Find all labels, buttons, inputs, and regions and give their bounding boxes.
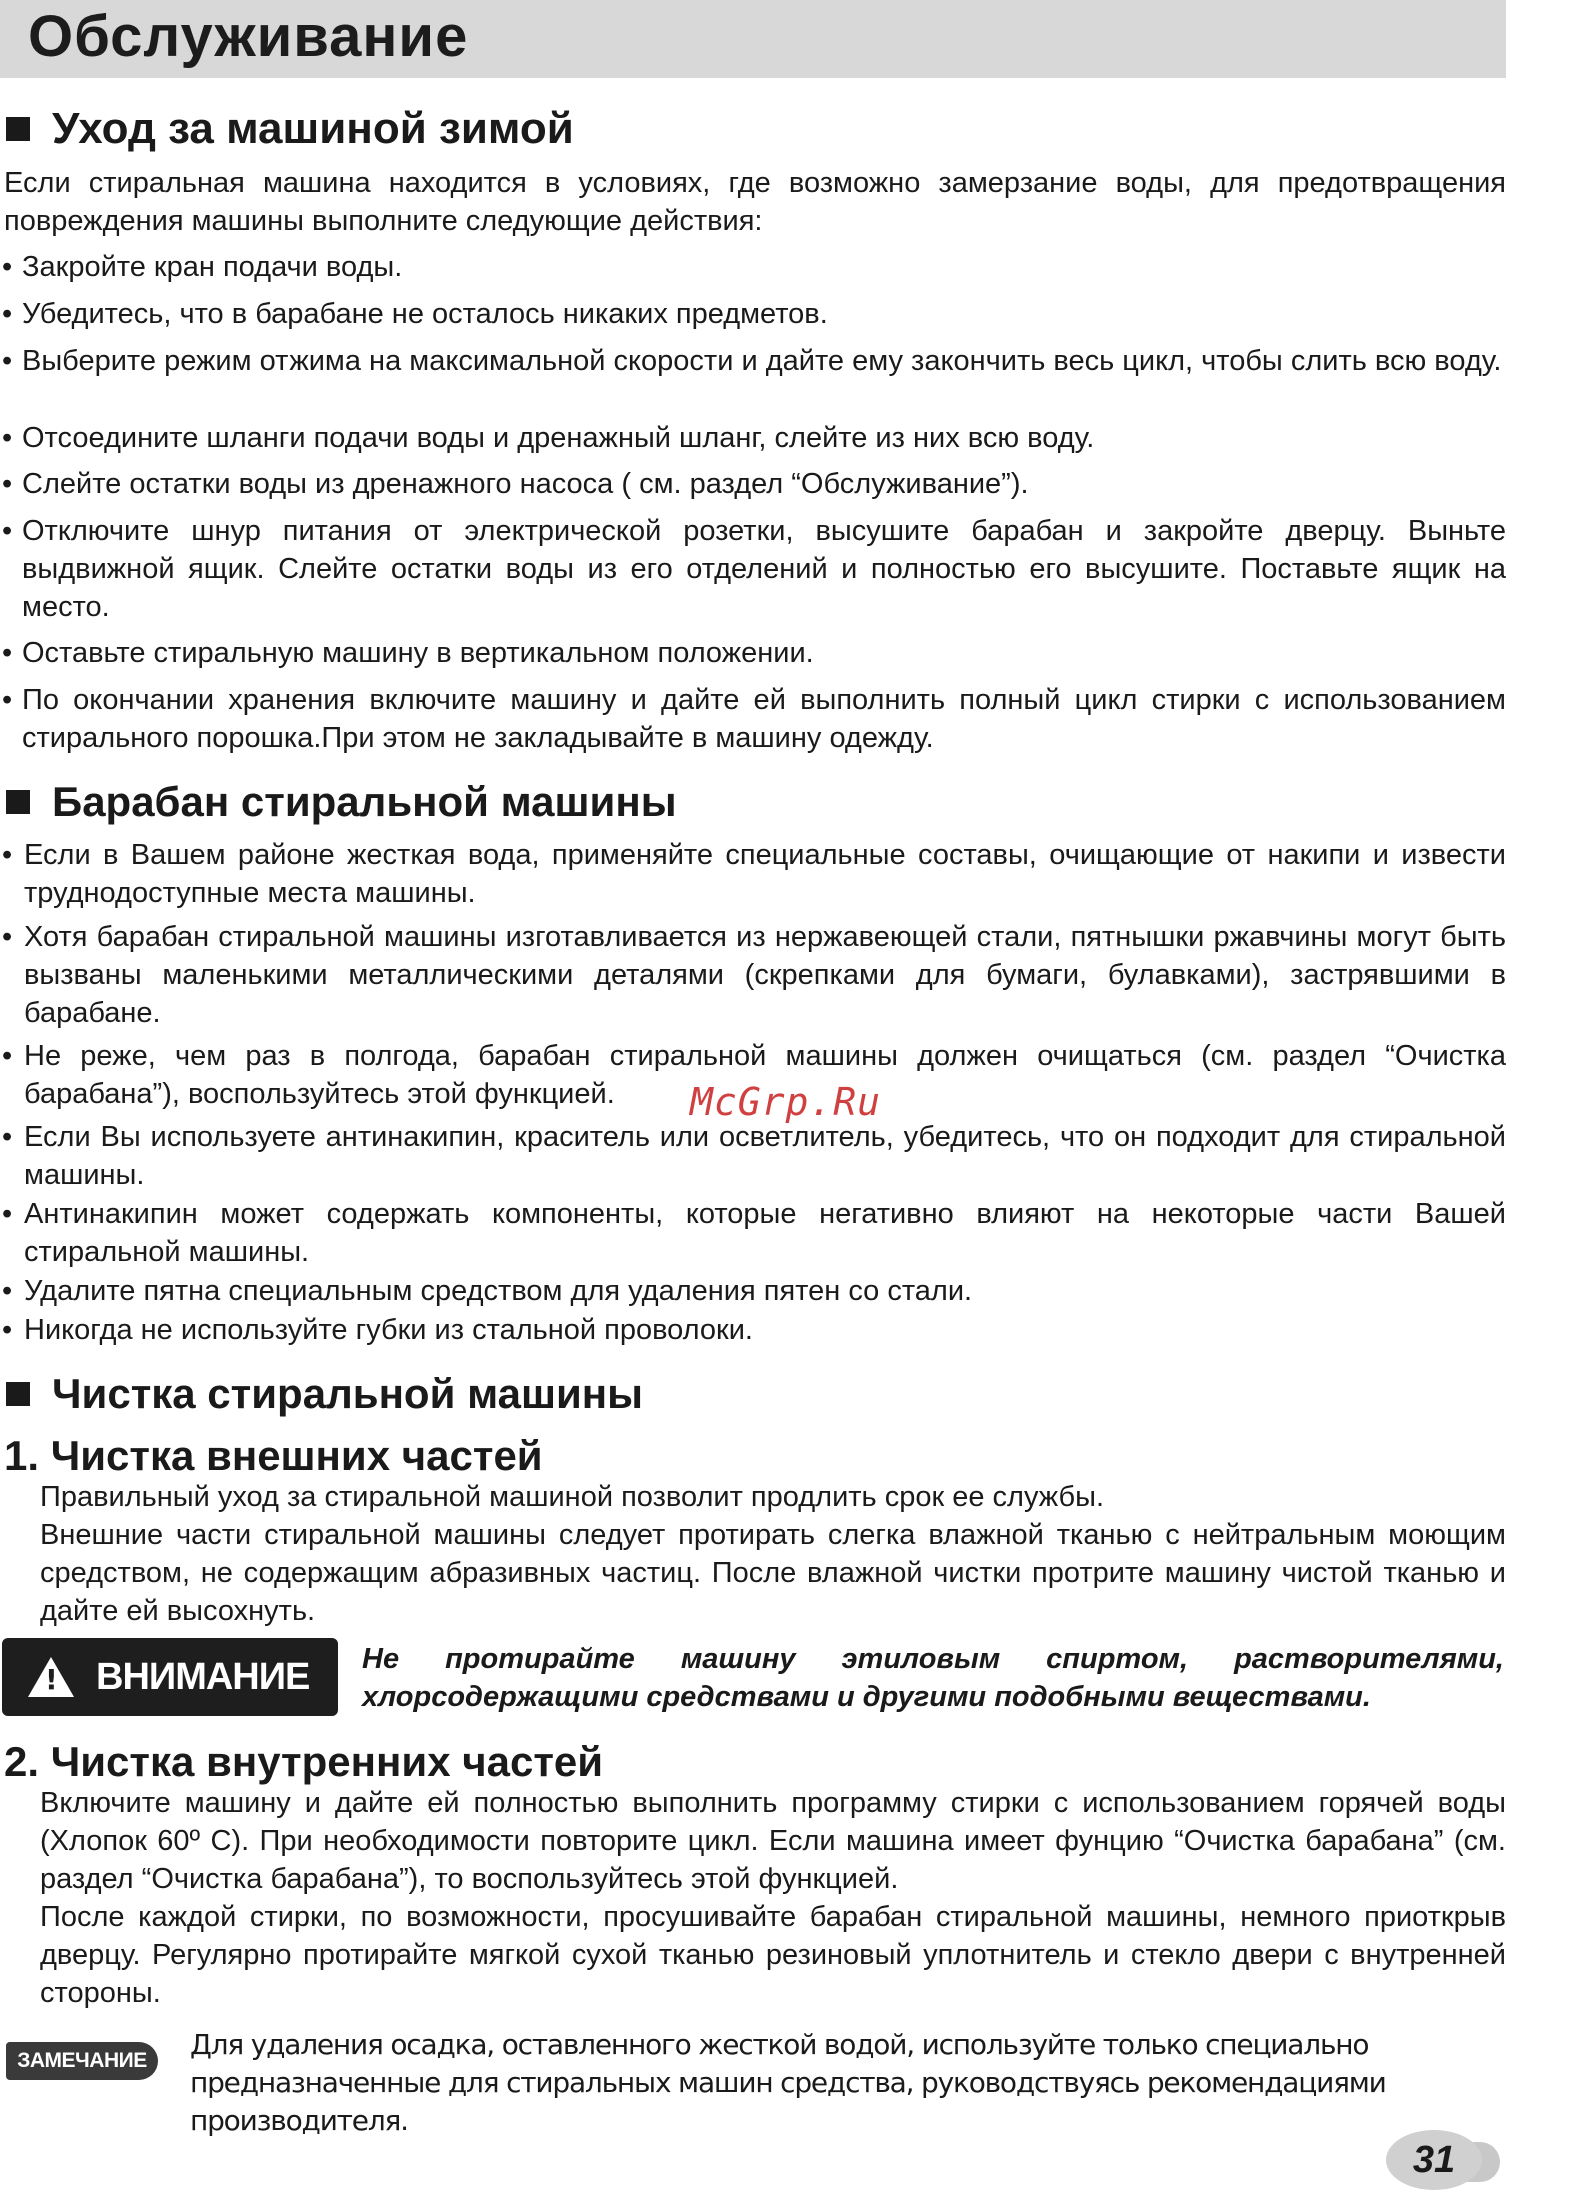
list-item: • Слейте остатки воды из дренажного насоса ( см. раздел “Обслуживание”). <box>2 465 1506 503</box>
page-title: Обслуживание <box>28 4 469 69</box>
list-item: • Хотя барабан стиральной машины изготавливается из нержавеющей стали, пятнышки ржавчины могут быть вызваны маленькими металлическими деталями (скрепками для бумаги, булавками), застрявшими в барабане. <box>2 918 1506 1032</box>
subsection-title-inner: 2. Чистка внутренних частей <box>4 1738 604 1785</box>
list-item: • Оставьте стиральную машину в вертикальном положении. <box>2 634 1506 672</box>
list-item: • Антинакипин может содержать компоненты, которые негативно влияют на некоторые части Вашей стиральной машины. <box>2 1195 1506 1271</box>
square-bullet-icon <box>6 790 30 814</box>
square-bullet-icon <box>6 117 30 141</box>
list-item: • Удалите пятна специальным средством для удаления пятен со стали. <box>2 1272 1506 1310</box>
title-bar <box>0 0 1506 78</box>
square-bullet-icon <box>6 1382 30 1406</box>
watermark: McGrp.Ru <box>690 1080 882 1124</box>
note-badge: ЗАМЕЧАНИЕ <box>6 2042 158 2080</box>
section-title: Барабан стиральной машины <box>52 778 677 825</box>
note-text: Для удаления осадка, оставленного жесткой водой, используйте только специально предназначенные для стиральных машин средства, руководствуясь рекомендациями производителя. <box>190 2028 1386 2137</box>
warning-icon: ! <box>28 1657 74 1697</box>
list-item: • Убедитесь, что в барабане не осталось никаких предметов. <box>2 295 1506 333</box>
inner-paragraph-1: Включите машину и дайте ей полностью выполнить программу стирки с использованием горячей воды (Хлопок 60º С). При необходимости повторите цикл. Если машина имеет фунцию “Очистка барабана” (см. раздел “Очистка барабана”), то воспользуйтесь этой функцией. <box>40 1787 1506 1895</box>
list-item: • Если Вы используете антинакипин, краситель или осветлитель, убедитесь, что он подходит для стиральной машины. <box>2 1118 1506 1194</box>
section-heading-cleaning <box>6 1370 643 1418</box>
list-item: • Если в Вашем районе жесткая вода, применяйте специальные составы, очищающие от накипи и извести труднодоступные места машины. <box>2 836 1506 912</box>
list-item: • Никогда не используйте губки из стальной проволоки. <box>2 1311 1506 1349</box>
page-number-badge <box>1380 2130 1500 2190</box>
page-number: 31 <box>1412 2139 1456 2181</box>
list-item: • По окончании хранения включите машину и дайте ей выполнить полный цикл стирки с использованием стирального порошка.При этом не закладывайте в машину одежду. <box>2 681 1506 757</box>
list-item: • Отключите шнур питания от электрической розетки, высушите барабан и закройте дверцу. Выньте выдвижной ящик. Слейте остатки воды из его отделений и полностью его высушите. Поставьте ящик на место. <box>2 512 1506 626</box>
section-heading-drum <box>6 778 677 826</box>
list-item: • Закройте кран подачи воды. <box>2 248 1506 286</box>
list-item: • Выберите режим отжима на максимальной скорости и дайте ему закончить весь цикл, чтобы слить всю воду. <box>2 342 1506 380</box>
winter-intro: Если стиральная машина находится в условиях, где возможно замерзание воды, для предотвращения повреждения машины выполните следующие действия: <box>4 167 1506 237</box>
list-item: • Не реже, чем раз в полгода, барабан стиральной машины должен очищаться (см. раздел “Очистка барабана”), воспользуйтесь этой функцией. <box>2 1037 1506 1113</box>
subsection-title-outer: 1. Чистка внешних частей <box>4 1432 543 1479</box>
section-title: Уход за машиной зимой <box>52 104 574 153</box>
warning-text: Не протирайте машину этиловым спиртом, растворителями, хлорсодержащими средствами и другими подобными веществами. <box>362 1643 1504 1713</box>
outer-paragraph-2: Внешние части стиральной машины следует протирать слегка влажной тканью с нейтральным моющим средством, не содержащим абразивных частиц. После влажной чистки протрите машину чистой тканью и дайте ей высохнуть. <box>40 1519 1506 1627</box>
list-item: • Отсоедините шланги подачи воды и дренажный шланг, слейте из них всю воду. <box>2 419 1506 457</box>
inner-paragraph-2: После каждой стирки, по возможности, просушивайте барабан стиральной машины, немного приоткрыв дверцу. Регулярно протирайте мягкой сухой тканью резиновый уплотнитель и стекло двери с внутренней стороны. <box>40 1901 1506 2009</box>
outer-paragraph-1: Правильный уход за стиральной машиной позволит продлить срок ее службы. <box>40 1481 1105 1513</box>
section-title: Чистка стиральной машины <box>52 1370 644 1417</box>
warning-label: ВНИМАНИЕ <box>96 1655 310 1698</box>
section-heading-winter <box>6 104 574 154</box>
warning-badge <box>2 1638 338 1716</box>
